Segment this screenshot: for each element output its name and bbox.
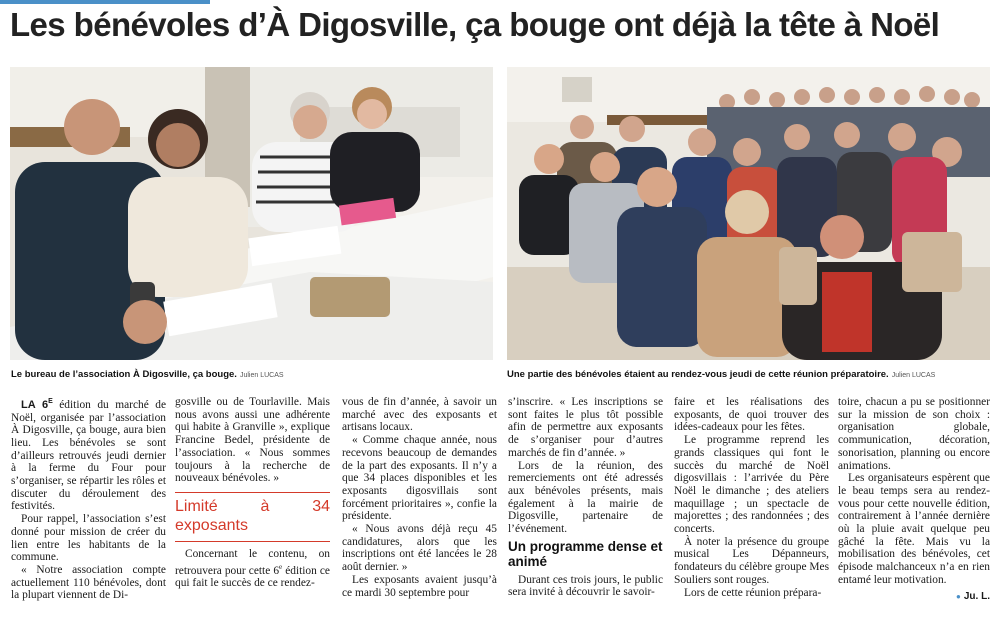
lead-in: LA 6 <box>21 398 49 411</box>
callout-subhead: Limité à 34 exposants <box>175 497 330 534</box>
paragraph: toire, chacun a pu se positionner sur la mission de son choix : organisation globale, communication, décoration, sonorisation, planning ou encore animations. <box>838 396 990 472</box>
paragraph: « Notre association compte actuellement 110 bénévoles, dont la plupart viennent de Di- <box>11 563 166 602</box>
photo-caption-2 <box>507 369 935 380</box>
paragraph: faire et les réalisations des exposants, de quoi trouver des idées-cadeaux pour les fêtes. <box>674 396 829 434</box>
paragraph: gosville ou de Tourlaville. Mais nous avons aussi une adhérente qui habite à Granville », explique Francine Bedel, présidente de l’association. « Nous sommes toujours à la recherche de nouveaux bénévoles. » <box>175 396 330 485</box>
article-column-6 <box>838 396 990 603</box>
article-column-3 <box>342 396 497 599</box>
photo-credit: Julien LUCAS <box>239 372 284 379</box>
photo-credit: Julien LUCAS <box>891 372 936 379</box>
article-column-1 <box>11 396 166 602</box>
paragraph: Les organisateurs espèrent que le beau temps sera au rendez-vous pour cette nouvelle édition, contrairement à l’année dernière où la pluie avait quelque peu gâché la fête. Mais vu la mobilisation des bénévoles, cet épisode malchanceux n’a en rien entamé leur motivation. <box>838 472 990 586</box>
photo-caption-1 <box>11 369 284 380</box>
paragraph: Les exposants avaient jusqu’à ce mardi 30 septembre pour <box>342 573 497 599</box>
paragraph: vous de fin d’année, à savoir un marché avec des exposants et artisans locaux. <box>342 396 497 434</box>
paragraph: « Nous avons déjà reçu 45 candidatures, alors que les inscriptions ont été lancées le 28 août dernier. » <box>342 523 497 574</box>
callout-rule-bottom <box>175 541 330 542</box>
superscript: e <box>279 562 283 571</box>
headline: Les bénévoles d’À Digosville, ça bouge ont déjà la tête à Noël <box>10 6 940 43</box>
callout-rule-top <box>175 492 330 493</box>
paragraph: s’inscrire. « Les inscriptions se sont faites le plus tôt possible afin de permettre aux exposants de s’organiser pour d’autres marchés de fin d’année. » <box>508 396 663 459</box>
paragraph: À noter la présence du groupe musical Les Dépanneurs, fondateurs du célèbre groupe Mes Souliers sont rouges. <box>674 535 829 586</box>
paragraph-text: édition du marché de Noël, organisée par l’association À Digosville, ça bouge, aura bien lieu. Les bénévoles se sont d’ailleurs retrouvés jeudi dernier à la ferme du Four pour s’organiser, se répartir les rôles et discuter du déroulement des festivités. <box>11 398 166 513</box>
paragraph: « Comme chaque année, nous recevons beaucoup de demandes de la part des exposants. Il n’y a que 34 places disponibles et les exposants digosvillais sont forcément prioritaires », confie la présidente. <box>342 434 497 523</box>
bullet-icon: ● <box>956 591 961 601</box>
photo-volunteers-meeting <box>507 67 990 360</box>
paragraph: Le programme reprend les grands classiques qui font le succès du marché de Noël digosvillais : l’arrivée du Père Noël le dimanche ; des ateliers maquillage ; un spectacle de majorettes ; des randonnées ; des concerts. <box>674 434 829 536</box>
paragraph <box>175 548 330 590</box>
paragraph-text: édition ce qui fait le succès de ce rendez- <box>175 564 330 590</box>
lead-in-sup: E <box>48 398 53 405</box>
section-subhead: Un programme dense et animé <box>508 538 663 569</box>
caption-text: Une partie des bénévoles étaient au rendez-vous jeudi de cette réunion préparatoire. <box>507 369 889 380</box>
photo-association-office <box>10 67 493 360</box>
signature-text: Ju. L. <box>963 590 990 602</box>
paragraph: Pour rappel, l’association s’est donné pour mission de créer du lien entre les habitants de la commune. <box>11 513 166 564</box>
article-column-5 <box>674 396 829 599</box>
paragraph: Durant ces trois jours, le public sera invité à découvrir le savoir- <box>508 573 663 599</box>
article-column-4 <box>508 396 663 599</box>
paragraph-text: Concernant le contenu, on retrouvera pour cette 6 <box>175 547 330 577</box>
caption-text: Le bureau de l’association À Digosville, ça bouge. <box>11 369 237 380</box>
paragraph: Lors de la réunion, des remerciements ont été adressés aux bénévoles présents, mais également à la mairie de Digosville, partenaire de l’événement. <box>508 459 663 536</box>
article-column-2 <box>175 396 330 590</box>
author-signature <box>838 591 990 604</box>
section-color-bar <box>0 0 210 4</box>
paragraph <box>11 396 166 513</box>
paragraph: Lors de cette réunion prépara- <box>684 586 822 599</box>
